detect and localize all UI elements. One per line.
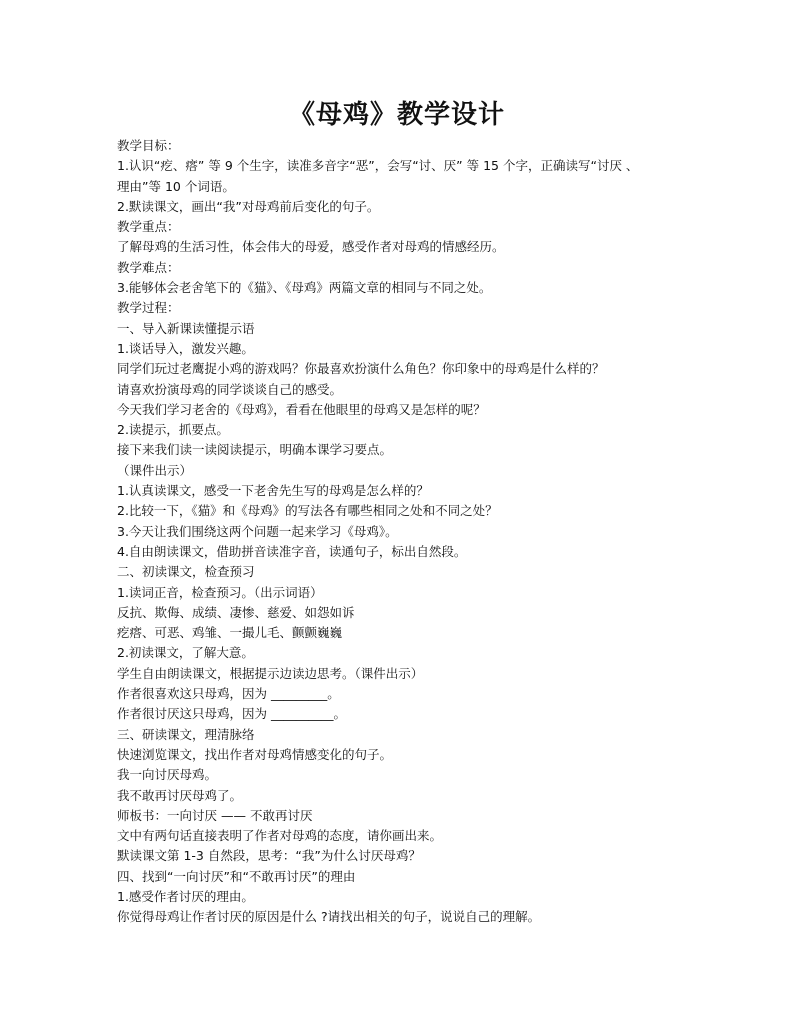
text-line: 作者很喜欢这只母鸡，因为 _________。 bbox=[117, 686, 340, 702]
text-line: 教学重点： bbox=[117, 219, 180, 235]
text-line: 1.认真读课文，感受一下老舍先生写的母鸡是怎么样的？ bbox=[117, 483, 429, 499]
text-line: 1.感受作者讨厌的理由。 bbox=[117, 888, 254, 904]
text-line: 今天我们学习老舍的《母鸡》，看看在他眼里的母鸡又是怎样的呢？ bbox=[117, 401, 486, 417]
text-line: 理由”等 10 个词语。 bbox=[117, 178, 235, 194]
text-line: 4.自由朗读课文，借助拼音读准字音，读通句子，标出自然段。 bbox=[117, 543, 467, 559]
text-line: 1.认识“疙、瘩” 等 9 个生字，读准多音字“恶”，会写“讨、厌” 等 15 个字，正确读写“讨厌 、 bbox=[117, 158, 639, 174]
text-line: 教学过程： bbox=[117, 300, 180, 316]
text-line: 作者很讨厌这只母鸡，因为 __________。 bbox=[117, 706, 346, 722]
text-line: 2.初读课文，了解大意。 bbox=[117, 645, 254, 661]
text-line: 3.今天让我们围绕这两个问题一起来学习《母鸡》。 bbox=[117, 523, 398, 539]
text-line: 学生自由朗读课文，根据提示边读边思考。（课件出示） bbox=[117, 665, 424, 681]
text-line: 四、找到“一向讨厌”和“不敢再讨厌”的理由 bbox=[117, 868, 356, 884]
text-line: 接下来我们读一读阅读提示，明确本课学习要点。 bbox=[117, 442, 393, 458]
text-line: 我一向讨厌母鸡。 bbox=[117, 767, 218, 783]
text-line: 请喜欢扮演母鸡的同学谈谈自己的感受。 bbox=[117, 381, 343, 397]
text-line: 教学难点： bbox=[117, 259, 180, 275]
text-line: 师板书：一向讨厌 —— 不敢再讨厌 bbox=[117, 807, 313, 823]
text-line: 2.比较一下，《猫》和《母鸡》的写法各有哪些相同之处和不同之处？ bbox=[117, 503, 498, 519]
text-line: 1.谈话导入，激发兴趣。 bbox=[117, 340, 254, 356]
text-line: 默读课文第 1-3 自然段，思考：“我”为什么讨厌母鸡？ bbox=[117, 848, 421, 864]
text-line: 2.读提示，抓要点。 bbox=[117, 422, 229, 438]
text-line: 三、研读课文，理清脉络 bbox=[117, 726, 255, 742]
text-line: 反抗、欺侮、成绩、凄惨、慈爱、如怨如诉 bbox=[117, 604, 355, 620]
text-line: 一、导入新课读懂提示语 bbox=[117, 320, 255, 336]
text-line: 2.默读课文，画出“我”对母鸡前后变化的句子。 bbox=[117, 198, 380, 214]
text-line: 同学们玩过老鹰捉小鸡的游戏吗？你最喜欢扮演什么角色？你印象中的母鸡是什么样的？ bbox=[117, 361, 605, 377]
text-line: 二、初读课文，检查预习 bbox=[117, 564, 255, 580]
text-line: 我不敢再讨厌母鸡了。 bbox=[117, 787, 243, 803]
text-line: （课件出示） bbox=[117, 462, 193, 478]
document-title: 《母鸡》教学设计 bbox=[288, 100, 505, 130]
text-line: 文中有两句话直接表明了作者对母鸡的态度，请你画出来。 bbox=[117, 828, 443, 844]
text-line: 教学目标： bbox=[117, 138, 180, 153]
document-body bbox=[117, 136, 697, 928]
text-line: 你觉得母鸡让作者讨厌的原因是什么 ?请找出相关的句子，说说自己的理解。 bbox=[117, 909, 541, 925]
text-line: 3.能够体会老舍笔下的《猫》、《母鸡》两篇文章的相同与不同之处。 bbox=[117, 280, 492, 296]
text-line: 1.读词正音，检查预习。（出示词语） bbox=[117, 584, 323, 600]
text-line: 疙瘩、可恶、鸡雏、一撮儿毛、颤颤巍巍 bbox=[117, 625, 343, 641]
text-line: 了解母鸡的生活习性，体会伟大的母爱，感受作者对母鸡的情感经历。 bbox=[117, 239, 505, 255]
text-line: 快速浏览课文，找出作者对母鸡情感变化的句子。 bbox=[117, 746, 393, 762]
